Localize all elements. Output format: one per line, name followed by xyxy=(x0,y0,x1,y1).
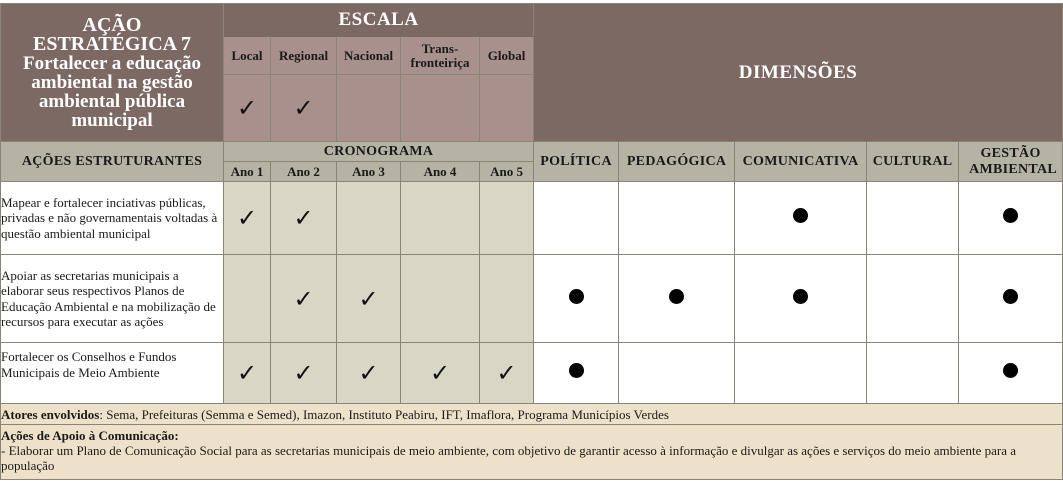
scale-transfronteirica: Trans-fronteiriça xyxy=(401,37,480,75)
dim-gestao-ambiental-header: GESTÃO AMBIENTAL xyxy=(959,142,1063,182)
dimension-cell xyxy=(619,255,735,343)
atores-envolvidos xyxy=(1,404,1063,425)
scale-nacional: Nacional xyxy=(337,37,401,75)
dimension-marker xyxy=(1003,208,1018,223)
table-row xyxy=(1,255,1063,343)
dim-cultural-header: CULTURAL xyxy=(867,142,959,182)
year-check: ✓ xyxy=(337,255,401,343)
year-check: ✓ xyxy=(271,255,337,343)
acoes-apoio-comunicacao xyxy=(1,425,1063,480)
dimension-cell xyxy=(735,343,867,404)
dim-comunicativa-header: COMUNICATIVA xyxy=(735,142,867,182)
dimension-marker xyxy=(1003,363,1018,378)
scale-local: Local xyxy=(224,37,271,75)
year-check xyxy=(480,182,534,255)
dimensoes-header: DIMENSÕES xyxy=(534,4,1063,142)
dimension-cell xyxy=(867,255,959,343)
action-text: Fortalecer os Conselhos e Fundos Municipais de Meio Ambiente xyxy=(1,343,224,404)
year-4-header: Ano 4 xyxy=(401,162,480,182)
dimension-marker xyxy=(793,289,808,304)
dimension-marker xyxy=(1003,289,1018,304)
action-table xyxy=(0,3,1063,480)
scale-check-regional: ✓ xyxy=(271,75,337,142)
year-check xyxy=(337,182,401,255)
year-1-header: Ano 1 xyxy=(224,162,271,182)
scale-check-global xyxy=(480,75,534,142)
dimension-cell xyxy=(735,255,867,343)
scale-check-transfronteirica xyxy=(401,75,480,142)
dimension-marker xyxy=(793,208,808,223)
dimension-cell xyxy=(534,255,619,343)
year-check xyxy=(224,255,271,343)
year-check: ✓ xyxy=(337,343,401,404)
strategic-action-subtitle: Fortalecer a educação ambiental na gestão ambiental pública municipal xyxy=(23,52,201,131)
apoio-text: - Elaborar um Plano de Comunicação Social para as secretarias municipais de meio ambiente, com objetivo de garantir acesso à informação e divulgar as ações e serviços do meio ambiente para a população xyxy=(1,443,1017,473)
year-check: ✓ xyxy=(401,343,480,404)
action-text: Apoiar as secretarias municipais a elaborar seus respectivos Planos de Educação Ambiental e na mobilização de recursos para executar as ações xyxy=(1,255,224,343)
apoio-label: Ações de Apoio à Comunicação: xyxy=(1,428,179,443)
year-check: ✓ xyxy=(271,343,337,404)
year-check: ✓ xyxy=(480,343,534,404)
table-row xyxy=(1,343,1063,404)
scale-check-nacional xyxy=(337,75,401,142)
escala-header: ESCALA xyxy=(224,4,534,37)
dimension-cell xyxy=(959,255,1063,343)
scale-check-local: ✓ xyxy=(224,75,271,142)
year-check: ✓ xyxy=(271,182,337,255)
dimension-cell xyxy=(534,182,619,255)
year-2-header: Ano 2 xyxy=(271,162,337,182)
title-line-1: AÇÃO xyxy=(82,13,142,36)
dimension-cell xyxy=(619,343,735,404)
dimension-cell xyxy=(959,182,1063,255)
dimension-marker xyxy=(569,363,584,378)
title-line-2: ESTRATÉGICA 7 xyxy=(32,32,191,55)
scale-global: Global xyxy=(480,37,534,75)
year-check: ✓ xyxy=(224,182,271,255)
dimension-cell xyxy=(534,343,619,404)
dim-pedagogica-header: PEDAGÓGICA xyxy=(619,142,735,182)
scale-regional: Regional xyxy=(271,37,337,75)
dimension-cell xyxy=(959,343,1063,404)
table-row xyxy=(1,182,1063,255)
year-check xyxy=(401,255,480,343)
dimension-marker xyxy=(669,289,684,304)
year-check xyxy=(401,182,480,255)
action-text: Mapear e fortalecer inciativas públicas, privadas e não governamentais voltadas à questão ambiental municipal xyxy=(1,182,224,255)
strategic-action-title xyxy=(1,4,224,142)
cronograma-header: CRONOGRAMA xyxy=(224,142,534,162)
dimension-cell xyxy=(735,182,867,255)
dimension-cell xyxy=(867,343,959,404)
year-3-header: Ano 3 xyxy=(337,162,401,182)
year-check xyxy=(480,255,534,343)
year-check: ✓ xyxy=(224,343,271,404)
dim-politica-header: POLÍTICA xyxy=(534,142,619,182)
dimension-marker xyxy=(569,289,584,304)
dimension-cell xyxy=(619,182,735,255)
dimension-cell xyxy=(867,182,959,255)
acoes-estruturantes-header: AÇÕES ESTRUTURANTES xyxy=(1,142,224,182)
atores-text: : Sema, Prefeituras (Semma e Semed), Imazon, Instituto Peabiru, IFT, Imaflora, Programa Municípios Verdes xyxy=(99,406,669,422)
atores-label: Atores envolvidos xyxy=(1,406,100,422)
year-5-header: Ano 5 xyxy=(480,162,534,182)
